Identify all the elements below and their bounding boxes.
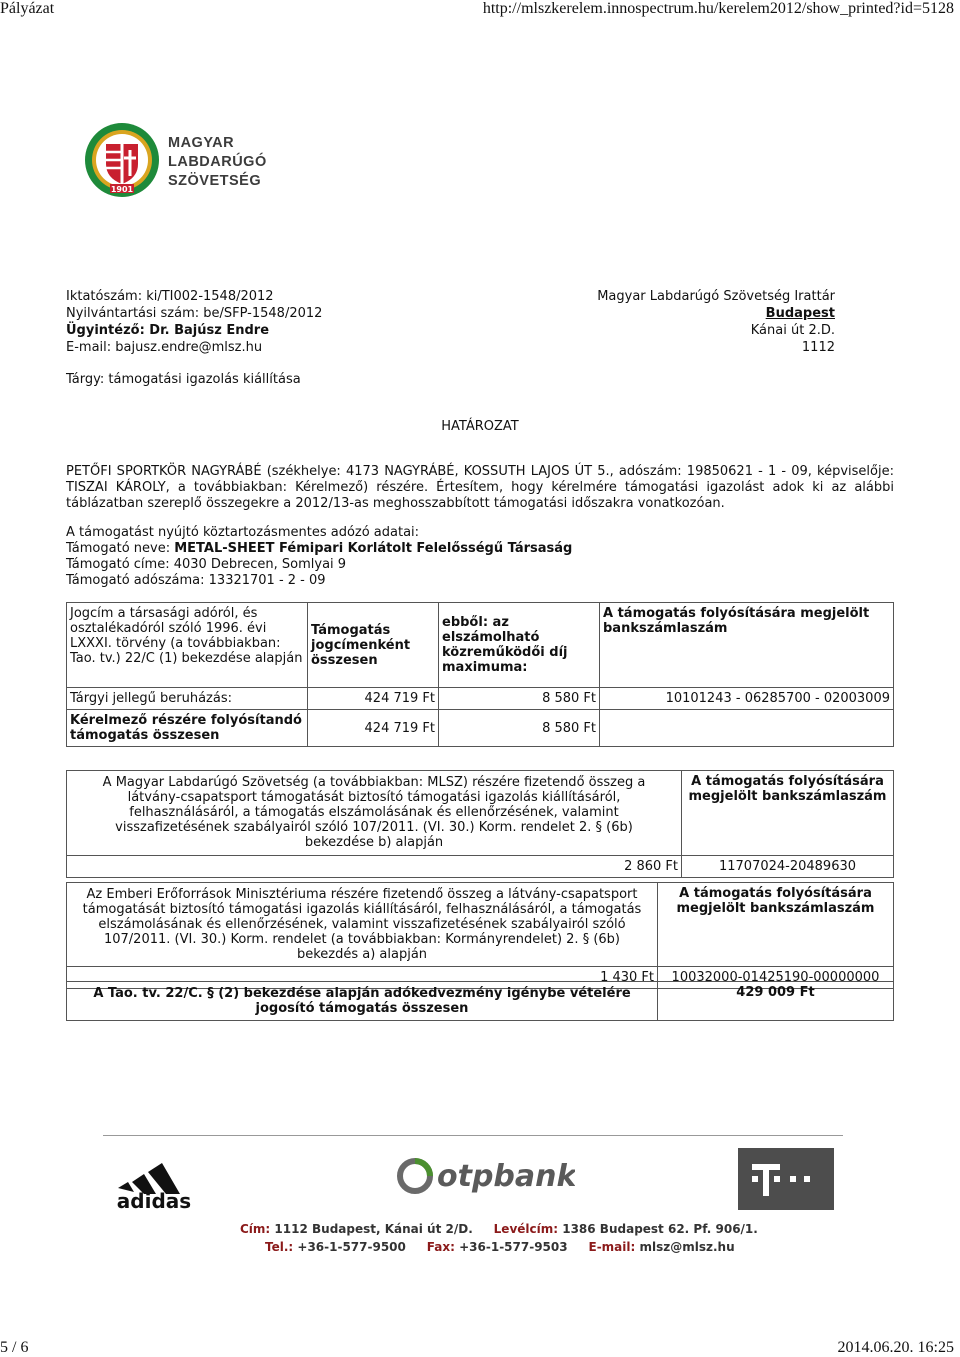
mlsz-fee-account: 11707024-20489630 bbox=[682, 856, 894, 878]
sponsor-name-label: Támogató neve: bbox=[66, 541, 175, 556]
row-label: Tárgyi jellegű beruházás: bbox=[67, 688, 308, 710]
print-header-url: http://mlszkerelem.innospectrum.hu/kerelem2012/show_printed?id=5128 bbox=[482, 0, 954, 17]
row-total: 424 719 Ft bbox=[308, 688, 439, 710]
emmi-fee-amount: 1 430 Ft bbox=[67, 967, 658, 989]
mlsz-fee-header: A támogatás folyósítására megjelölt bankszámlaszám bbox=[682, 771, 894, 856]
table-row bbox=[67, 856, 894, 878]
table-header-fee-max: ebből: az elszámolható közreműködői díj maximuma: bbox=[439, 603, 600, 688]
table-row bbox=[67, 982, 894, 1021]
otp-swirl-icon bbox=[395, 1150, 575, 1200]
ugyintezo: Ügyintéző: Dr. Bajúsz Endre bbox=[66, 323, 270, 338]
emmi-fee-header: A támogatás folyósítására megjelölt bankszámlaszám bbox=[658, 883, 894, 967]
crest-year: 1901 bbox=[110, 185, 134, 194]
table-row bbox=[67, 883, 894, 967]
table-row bbox=[67, 771, 894, 856]
table-row bbox=[67, 688, 894, 710]
footer-tel-label: Tel.: bbox=[265, 1240, 294, 1254]
mlsz-fee-amount: 2 860 Ft bbox=[67, 856, 682, 878]
recipient-street: Kánai út 2.D. bbox=[750, 323, 835, 338]
adidas-logo bbox=[110, 1148, 198, 1210]
table-header-legal-basis: Jogcím a társasági adóról, és osztalékadóról szóló 1996. évi LXXXI. törvény (a továbbiakban: Tao. tv.) 22/C (1) bekezdése alapján bbox=[67, 603, 308, 688]
recipient-zip: 1112 bbox=[801, 340, 835, 355]
document-title: HATÁROZAT bbox=[441, 419, 519, 434]
tax-benefit-amount: 429 009 Ft bbox=[658, 982, 894, 1021]
logo-line1: MAGYAR bbox=[168, 135, 235, 151]
telekom-t-icon bbox=[738, 1148, 834, 1210]
logo-line3: SZÖVETSÉG bbox=[168, 173, 262, 189]
sponsor-name-line bbox=[66, 541, 572, 557]
table-header-bank-account: A támogatás folyósítására megjelölt bankszámlaszám bbox=[600, 603, 894, 688]
reference-block bbox=[66, 288, 322, 356]
logo-line2: LABDARÚGÓ bbox=[168, 154, 267, 170]
telekom-logo bbox=[738, 1148, 834, 1210]
contact-email: E-mail: bajusz.endre@mlsz.hu bbox=[66, 340, 263, 355]
row-total: 424 719 Ft bbox=[308, 710, 439, 747]
row-bank-account bbox=[600, 710, 894, 747]
mlsz-crest-icon bbox=[84, 122, 160, 198]
nyilvantartasi-szam: Nyilvántartási szám: be/SFP-1548/2012 bbox=[66, 306, 323, 321]
footer-address-line bbox=[240, 1222, 758, 1236]
sponsor-block bbox=[66, 525, 572, 589]
table-row bbox=[67, 710, 894, 747]
footer-tel: +36-1-577-9500 bbox=[297, 1240, 406, 1254]
emmi-fee-account: 10032000-01425190-00000000 bbox=[658, 967, 894, 989]
footer-levelcim-label: Levélcím: bbox=[493, 1222, 559, 1236]
sponsor-intro: A támogatást nyújtó köztartozásmentes adózó adatai: bbox=[66, 525, 420, 540]
logo-wordmark bbox=[168, 134, 267, 191]
page-number: 5 / 6 bbox=[0, 1339, 29, 1356]
row-label: Kérelmező részére folyósítandó támogatás összesen bbox=[67, 710, 308, 747]
footer-cim: 1112 Budapest, Kánai út 2/D. bbox=[274, 1222, 473, 1236]
footer-email: mlsz@mlsz.hu bbox=[639, 1240, 735, 1254]
row-fee: 8 580 Ft bbox=[439, 710, 600, 747]
mlsz-logo bbox=[84, 122, 267, 198]
recipient-name: Magyar Labdarúgó Szövetség Irattár bbox=[597, 289, 835, 304]
recipient-city: Budapest bbox=[765, 306, 835, 321]
otp-logo bbox=[395, 1150, 575, 1200]
sponsor-tax-number: Támogató adószáma: 13321701 - 2 - 09 bbox=[66, 573, 326, 588]
mlsz-fee-description: A Magyar Labdarúgó Szövetség (a továbbiakban: MLSZ) részére fizetendő összeg a látvány-csapatsport támogatását biztosító támogatási igazolás kiállításáról, felhasználásáról, a támogatás elszámolásának és ellenőrzésének, valamint visszafizetésének szabályairól szóló 107/2011. (VI. 30.) Korm. rendelet 2. § (6b) bekezdése b) alapján bbox=[67, 771, 682, 856]
footer-contact-line bbox=[265, 1240, 735, 1254]
row-bank-account: 10101243 - 06285700 - 02003009 bbox=[600, 688, 894, 710]
footer-levelcim: 1386 Budapest 62. Pf. 906/1. bbox=[562, 1222, 758, 1236]
emmi-fee-table bbox=[66, 882, 894, 989]
emmi-fee-description: Az Emberi Erőforrások Minisztériuma részére fizetendő összeg a látvány-csapatsport támogatását biztosító támogatási igazolás kiállításáról, felhasználásáról, a támogatás elszámolásának és ellenőrzésének, valamint visszafizetésének szabályairól szóló 107/2011. (VI. 30.) Korm. rendelet (a továbbiakban: Kormányrendelet) 2. § (6b) bekezdés a) alapján bbox=[67, 883, 658, 967]
iktatoszam: Iktatószám: ki/TI002-1548/2012 bbox=[66, 289, 274, 304]
subject-line: Tárgy: támogatási igazolás kiállítása bbox=[66, 372, 301, 387]
sponsor-name: METAL-SHEET Fémipari Korlátolt Felelősségű Társaság bbox=[174, 541, 573, 556]
footer-fax: +36-1-577-9503 bbox=[459, 1240, 568, 1254]
sponsor-address: Támogató címe: 4030 Debrecen, Somlyai 9 bbox=[66, 557, 347, 572]
support-table bbox=[66, 602, 894, 747]
adidas-stripes-icon bbox=[110, 1148, 198, 1210]
row-fee: 8 580 Ft bbox=[439, 688, 600, 710]
footer-cim-label: Cím: bbox=[240, 1222, 271, 1236]
print-timestamp: 2014.06.20. 16:25 bbox=[837, 1339, 954, 1356]
adidas-wordmark: adidas bbox=[116, 1189, 192, 1210]
footer-divider bbox=[103, 1135, 843, 1136]
otp-wordmark: otpbank bbox=[437, 1159, 575, 1194]
tax-benefit-description: A Tao. tv. 22/C. § (2) bekezdése alapján adókedvezmény igénybe vételére jogosító támogatás összesen bbox=[67, 982, 658, 1021]
table-header-row bbox=[67, 603, 894, 688]
decision-body: PETŐFI SPORTKÖR NAGYRÁBÉ (székhelye: 4173 NAGYRÁBÉ, KOSSUTH LAJOS ÚT 5., adószám: 19850621 - 1 - 09, képviselője: TISZAI KÁROLY, a továbbiakban: Kérelmező) részére. Értesítem, hogy kérelmére támogatási igazolást adok ki az alábbi táblázatban szereplő összegekre a 2012/13-as meghosszabbított támogatási időszakra vonatkozóan. bbox=[66, 464, 894, 511]
print-header-title: Pályázat bbox=[0, 0, 55, 17]
footer-email-label: E-mail: bbox=[588, 1240, 636, 1254]
mlsz-fee-table bbox=[66, 770, 894, 878]
tax-benefit-table bbox=[66, 981, 894, 1021]
recipient-address bbox=[597, 288, 835, 356]
footer-fax-label: Fax: bbox=[426, 1240, 455, 1254]
table-header-total: Támogatás jogcímenként összesen bbox=[308, 603, 439, 688]
